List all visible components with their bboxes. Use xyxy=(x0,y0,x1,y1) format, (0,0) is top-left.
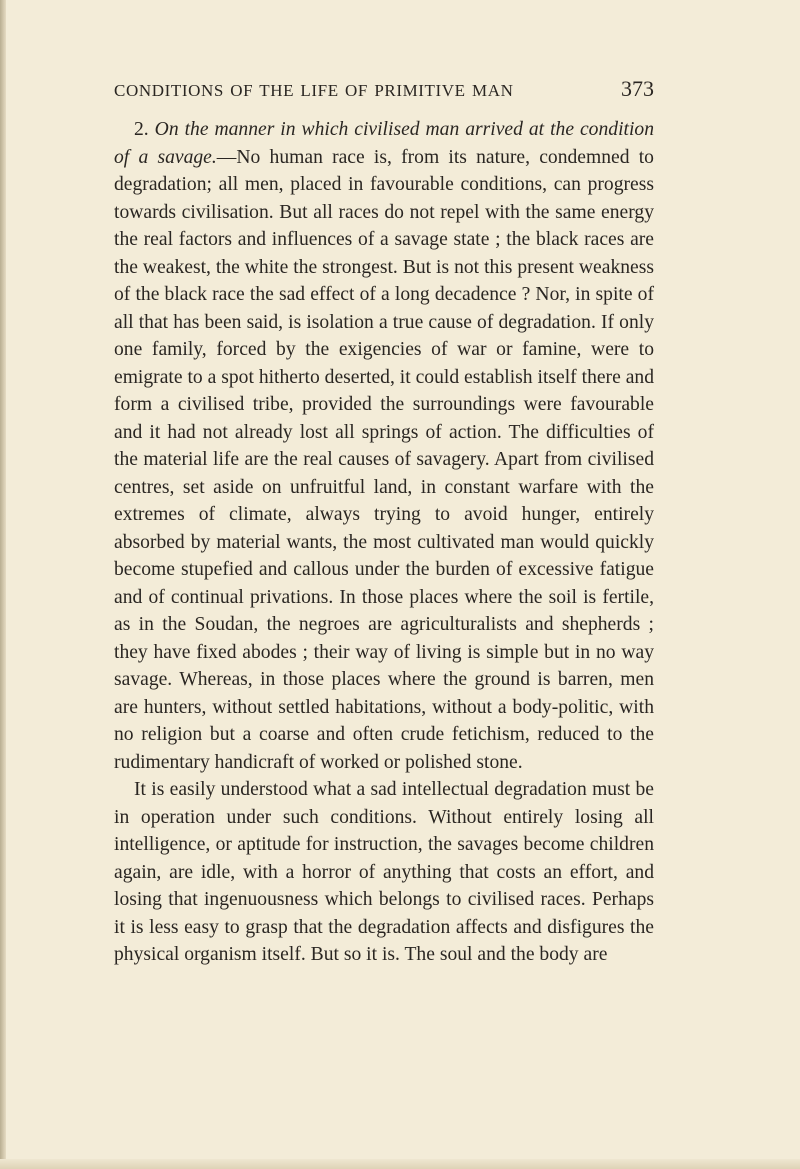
page-bottom-edge xyxy=(0,1159,800,1169)
running-head xyxy=(114,76,654,106)
running-title: CONDITIONS OF THE LIFE OF PRIMITIVE MAN xyxy=(114,81,514,100)
paragraph-1-text: —No human race is, from its nature, condemned to degradation; all men, placed in favourable conditions, can progress towards civilisation. But all races do not repel with the same energy the real factors and influences of a savage state ; the black races are the weakest, the white the strongest. But is not this present weakness of the black race the sad effect of a long decadence ? Nor, in spite of all that has been said, is isolation a true cause of degradation. If only one family, forced by the exigencies of war or famine, were to emigrate to a spot hitherto deserted, it could establish itself there and form a civilised tribe, provided the surroundings were favourable and it had not already lost all springs of action. The difficulties of the material life are the real causes of savagery. Apart from civilised centres, set aside on unfruitful land, in constant warfare with the extremes of climate, always trying to avoid hunger, entirely absorbed by material wants, the most cultivated man would quickly become stupefied and callous under the burden of excessive fatigue and of continual privations. In those places where the soil is fertile, as in the Soudan, the negroes are agriculturalists and shepherds ; they have fixed abodes ; their way of living is simple but in no way savage. Whereas, in those places where the ground is barren, men are hunters, without settled habitations, without a body-politic, with no religion but a coarse and often crude fetichism, reduced to the rudimentary handicraft of worked or polished stone. xyxy=(114,146,654,773)
paragraph-1 xyxy=(114,116,654,776)
section-heading: On the manner in which civilised man arrived at the condition of a savage. xyxy=(114,119,654,168)
section-number: 2. xyxy=(134,119,149,140)
paragraph-2: It is easily understood what a sad intellectual degradation must be in operation under such conditions. Without entirely losing all intelligence, or aptitude for instruction, the savages become children again, are idle, with a horror of anything that costs an effort, and losing that ingenuousness which belongs to civilised races. Perhaps it is less easy to grasp that the degradation affects and disfigures the physical organism itself. But so it is. The soul and the body are xyxy=(114,779,654,965)
page-number: 373 xyxy=(621,76,654,101)
body-text xyxy=(114,116,654,969)
page-binding-edge xyxy=(0,0,6,1169)
